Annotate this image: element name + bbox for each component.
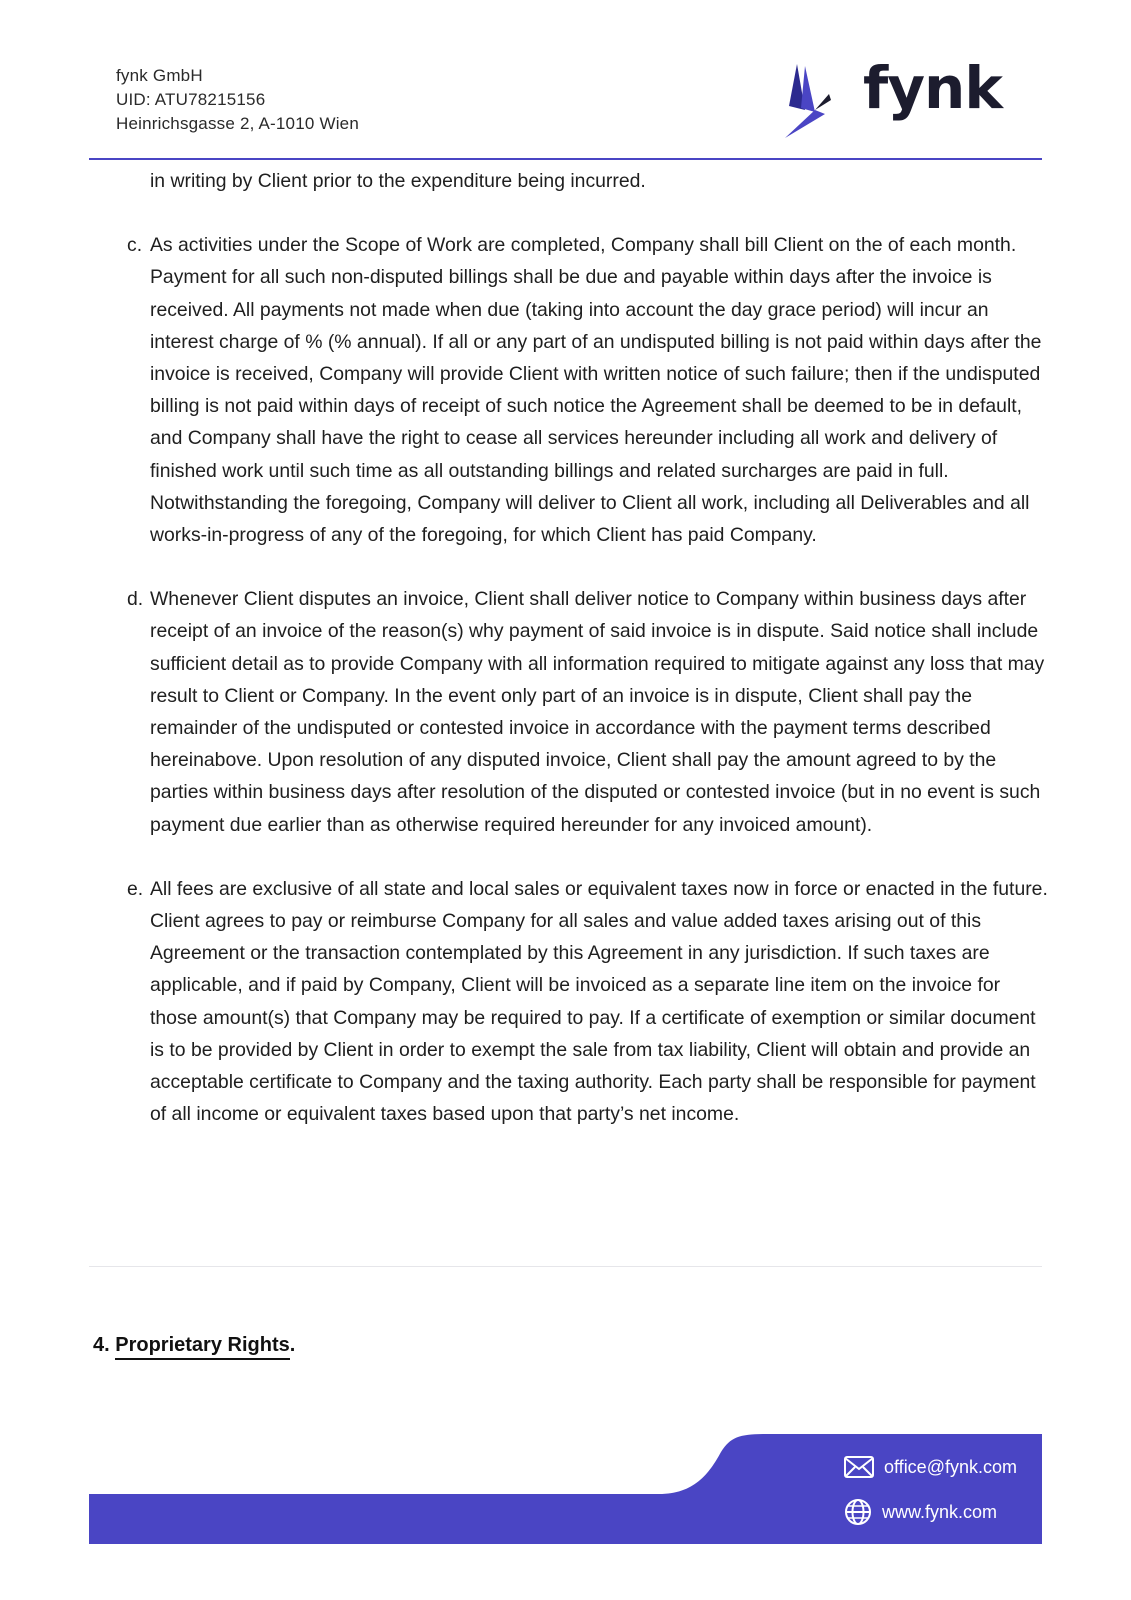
header-divider [89,158,1042,160]
mail-icon [844,1456,874,1478]
list-item-c [127,229,1050,551]
logo-mark-icon [785,62,845,142]
list-item-text: Whenever Client disputes an invoice, Client shall deliver notice to Company within business days after receipt of an invoice of the reason(s) why payment of said invoice is in dispute. Said notice shall include sufficient detail as to provide Company with all information required to mitigate against any loss that may result to Client or Company. In the event only part of an invoice is in dispute, Client shall pay the remainder of the undisputed or contested invoice in accordance with the payment terms described hereinabove. Upon resolution of any disputed invoice, Client shall pay the amount agreed to by the parties within business days after resolution of the disputed or contested invoice (but in no event is such payment due earlier than as otherwise required hereunder for any invoiced amount). [150,588,1045,836]
section-suffix: . [289,1334,296,1356]
company-uid: UID: ATU78215156 [116,90,266,109]
document-body [127,165,1050,1162]
section-divider [89,1266,1042,1267]
list-item-d [127,583,1050,841]
email-text: office@fynk.com [884,1456,1017,1477]
list-item-text: All fees are exclusive of all state and local sales or equivalent taxes now in force or enacted in the future. Client agrees to pay or reimburse Company for all sales and value added taxes arising out of this Agreement or the transaction contemplated by this Agreement in any jurisdiction. If such taxes are applicable, and if paid by Company, Client will be invoiced as a separate line item on the invoice for those amount(s) that Company may be required to pay. If a certificate of exemption or similar document is to be provided by Client in order to exempt the sale from tax liability, Client will obtain and provide an acceptable certificate to Company and the taxing authority. Each party shall be responsible for payment of all income or equivalent taxes based upon that party’s net income. [150,877,1048,1126]
section-heading [93,1334,295,1360]
company-info [116,64,359,136]
logo-wordmark: fynk [863,54,1002,122]
globe-icon [844,1498,872,1526]
company-address: Heinrichsgasse 2, A-1010 Wien [116,114,359,133]
list-marker: e. [127,877,144,900]
footer-banner [89,1434,1042,1544]
website-text: www.fynk.com [882,1501,998,1522]
section-title: Proprietary Rights [115,1334,289,1360]
continued-paragraph [150,165,1050,197]
fynk-logo [805,54,1005,142]
list-item-e [127,873,1050,1131]
continued-text: in writing by Client prior to the expenditure being incurred. [150,170,646,192]
section-number: 4. [93,1334,110,1356]
list-marker: c. [127,234,143,257]
footer-wave-background [89,1434,1042,1544]
footer-email[interactable] [844,1456,1017,1478]
footer-website[interactable] [844,1498,997,1526]
list-item-text: As activities under the Scope of Work are completed, Company shall bill Client on the of each month. Payment for all such non-disputed billings shall be due and payable within days after the invoice is received. All payments not made when due (taking into account the day grace period) will incur an interest charge of % (% annual). If all or any part of an undisputed billing is not paid within days after the invoice is received, Company will provide Client with written notice of such failure; then if the undisputed billing is not paid within days of receipt of such notice the Agreement shall be deemed to be in default, and Company shall have the right to cease all services hereunder including all work and delivery of finished work until such time as all outstanding billings and related surcharges are paid in full. Notwithstanding the foregoing, Company will deliver to Client all work, including all Deliverables and all works-in-progress of any of the foregoing, for which Client has paid Company. [150,234,1042,547]
company-name: fynk GmbH [116,66,203,85]
list-marker: d. [127,588,144,611]
